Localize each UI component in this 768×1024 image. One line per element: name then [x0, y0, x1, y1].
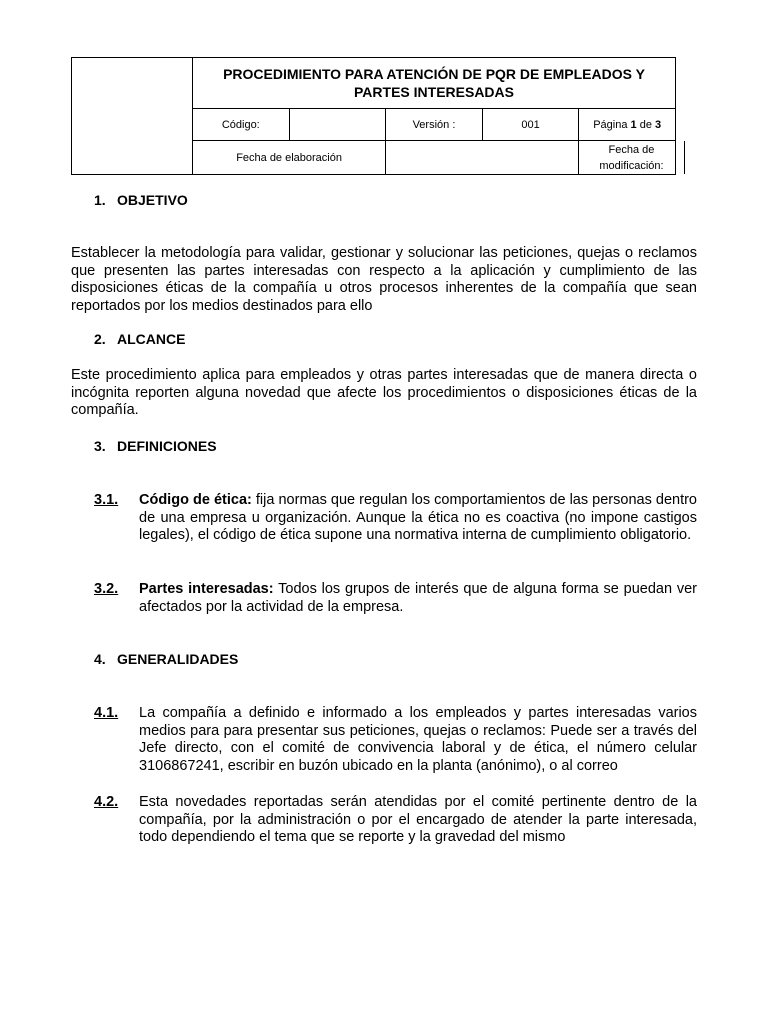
alcance-paragraph: Este procedimiento aplica para empleados y otras partes interesadas que de manera directa o incógnita reporten alguna novedad que afecte los procedimientos o disposiciones éticas de la compañía. — [71, 367, 697, 419]
fecha-modificacion-label: Fecha de modificación: — [579, 141, 684, 174]
page-total: 3 — [655, 118, 662, 131]
section-number: 4. — [94, 651, 106, 667]
fecha-elaboracion-value — [386, 141, 579, 175]
item-text: La compañía a definido e informado a los empleados y partes interesadas varios medios para para presentar sus peticiones, quejas o reclamos: Puede ser a través del Jefe directo, con el comité de convivencia laboral y de ética, el número celular 3106867241, escribir en buzón ubicado en la planta (anónimo), o al correo — [139, 705, 697, 774]
codigo-value — [289, 109, 386, 141]
definition-item — [94, 492, 697, 545]
objetivo-paragraph: Establecer la metodología para validar, gestionar y solucionar las peticiones, quejas o reclamos que presenten las partes interesadas con respecto a la aplicación y cumplimiento de las disposiciones éticas de la compañía u otros procesos inherentes de la compañía que sean reportados por los medios destinados para ello — [71, 245, 697, 314]
section-number: 3. — [94, 438, 106, 454]
section-title: GENERALIDADES — [117, 651, 239, 667]
item-number: 4.2. — [94, 794, 119, 810]
section-title: OBJETIVO — [117, 192, 188, 208]
definition-text — [139, 581, 697, 616]
fecha-elaboracion-label: Fecha de elaboración — [193, 141, 386, 175]
definition-body: Todos los grupos de interés que de alguna forma se puedan ver afectados por la actividad de la empresa. — [139, 581, 697, 615]
definition-number: 3.1. — [94, 492, 119, 508]
section-number: 2. — [94, 331, 106, 347]
version-value: 001 — [482, 109, 579, 141]
page-label: Página — [593, 118, 628, 131]
generalidades-item — [94, 705, 697, 775]
section-heading-objetivo — [94, 192, 188, 208]
section-heading-generalidades — [94, 651, 238, 667]
definition-item — [94, 581, 697, 616]
section-title: ALCANCE — [117, 331, 186, 347]
document-header-table — [71, 57, 676, 175]
generalidades-item — [94, 794, 697, 847]
version-label: Versión : — [386, 109, 483, 141]
section-number: 1. — [94, 192, 106, 208]
page-of: de — [639, 118, 652, 131]
fecha-modificacion-row — [579, 141, 676, 175]
item-text: Esta novedades reportadas serán atendidas por el comité pertinente dentro de la compañía, por la administración o por el encargado de atender la parte interesada, todo dependiendo el tema que se reporte y la gravedad del mismo — [139, 794, 697, 846]
definition-term: Código de ética: — [139, 492, 252, 508]
definition-text — [139, 492, 697, 545]
item-number: 4.1. — [94, 705, 119, 721]
logo-cell — [72, 58, 193, 175]
page-current: 1 — [630, 118, 637, 131]
codigo-label: Código: — [193, 109, 290, 141]
section-heading-alcance — [94, 331, 185, 347]
definition-body: fija normas que regulan los comportamientos de las personas dentro de una empresa u organización. Aunque la ética no es coactiva (no impone castigos legales), el código de ética supone una normativa interna de cumplimiento obligatorio. — [139, 492, 697, 544]
section-heading-definiciones — [94, 438, 217, 454]
definition-number: 3.2. — [94, 581, 119, 597]
page-number — [579, 109, 676, 141]
document-title: PROCEDIMIENTO PARA ATENCIÓN DE PQR DE EMPLEADOS Y PARTES INTERESADAS — [193, 58, 676, 109]
definition-term: Partes interesadas: — [139, 581, 274, 597]
section-title: DEFINICIONES — [117, 438, 217, 454]
